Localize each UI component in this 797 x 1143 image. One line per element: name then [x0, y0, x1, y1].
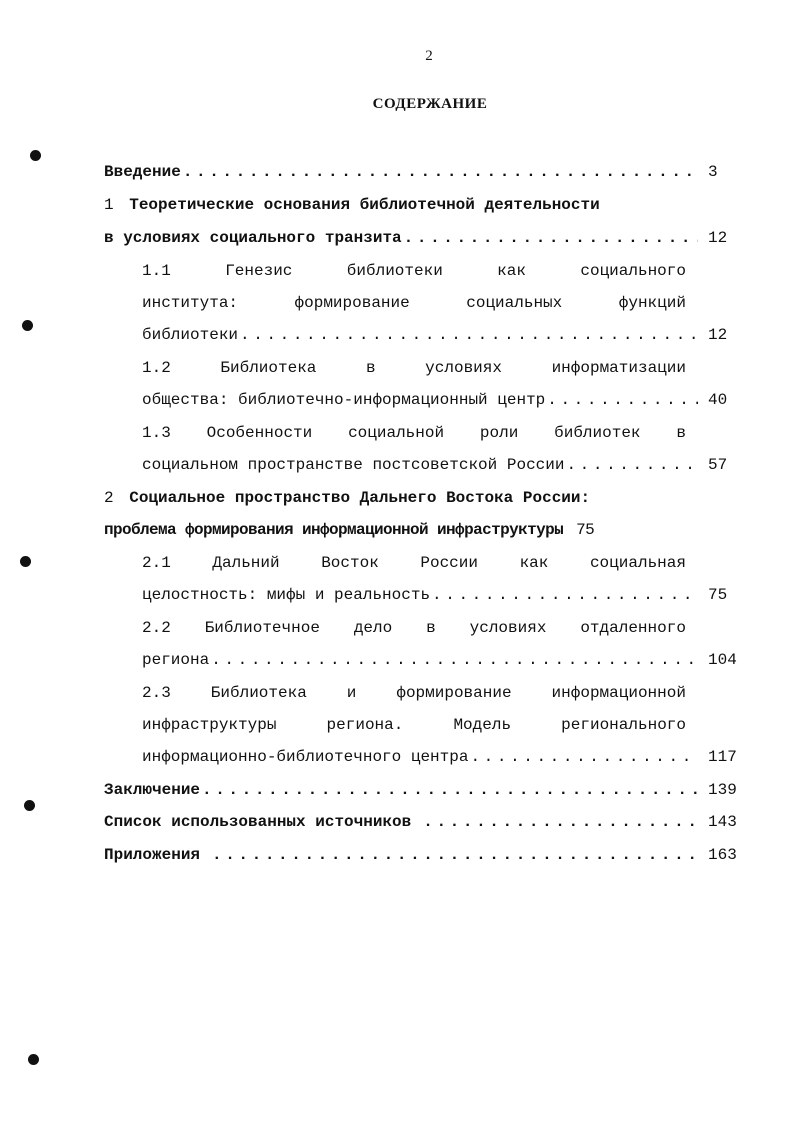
toc-word: Дальний — [212, 554, 280, 572]
toc-chapter-1-line1 — [104, 194, 694, 216]
toc-word: условиях — [469, 619, 547, 637]
toc-word: Особенности — [206, 424, 313, 442]
toc-entry-appendix — [104, 844, 744, 866]
toc-section-2-2-line1 — [142, 617, 686, 639]
toc-section-1-1-line2 — [142, 292, 686, 314]
toc-entry-page: 143 — [708, 813, 737, 831]
toc-section-1-1-line3 — [142, 324, 744, 346]
toc-word: библиотек — [554, 424, 641, 442]
toc-word: социальной — [348, 424, 445, 442]
toc-section-1-1-line1 — [142, 260, 686, 282]
toc-section-2-3-line3 — [142, 746, 744, 768]
toc-entry-page: 12 — [708, 229, 728, 247]
dot-leader — [547, 389, 698, 411]
toc-word: в — [365, 359, 376, 377]
toc-entry-intro — [104, 161, 744, 183]
toc-chapter-title-cont: в условиях социального транзита — [104, 229, 402, 247]
toc-entry-title: Список использованных источников — [104, 813, 412, 831]
toc-chapter-title: Социальное пространство Дальнего Востока России: — [129, 489, 591, 507]
toc-entry-page: 75 — [708, 586, 728, 604]
toc-word: Восток — [321, 554, 379, 572]
toc-section-title-cont: общества: библиотечно-информационный центр — [142, 391, 546, 409]
toc-word: формирование — [294, 294, 410, 312]
toc-word: библиотеки — [346, 262, 443, 280]
toc-chapter-2-line2 — [104, 519, 744, 541]
toc-word: Генезис — [225, 262, 293, 280]
toc-word: формирование — [396, 684, 512, 702]
toc-word: как — [519, 554, 549, 572]
toc-chapter-title-cont: проблема формирования информационной инфраструктуры — [104, 521, 564, 539]
toc-entry-page: 3 — [708, 163, 718, 181]
toc-section-number: 1.3 — [142, 424, 171, 442]
toc-section-number: 2.3 — [142, 684, 171, 702]
toc-entry-page: 40 — [708, 391, 728, 409]
toc-section-2-3-line1 — [142, 682, 686, 704]
toc-entry-title: Заключение — [104, 781, 201, 799]
toc-word: функций — [618, 294, 686, 312]
toc-entry-page: 139 — [708, 781, 737, 799]
toc-chapter-1-line2 — [104, 227, 744, 249]
toc-section-title-cont: информационно-библиотечного центра — [142, 748, 469, 766]
toc-section-number: 2.1 — [142, 554, 171, 572]
toc-section-title-cont: региона — [142, 651, 210, 669]
toc-section-1-3-line2 — [142, 454, 744, 476]
toc-chapter-number: 1 — [104, 196, 114, 214]
dot-leader — [432, 584, 698, 606]
toc-word: как — [497, 262, 526, 280]
toc-entry-page: 163 — [708, 846, 737, 864]
punch-hole-mark — [24, 800, 35, 811]
toc-word: в — [676, 424, 686, 442]
toc-word: и — [346, 684, 357, 702]
dot-leader — [211, 649, 698, 671]
toc-section-title-cont: библиотеки — [142, 326, 239, 344]
toc-entry-conclusion — [104, 779, 744, 801]
dot-leader — [183, 161, 698, 183]
dot-leader — [202, 779, 698, 801]
page-number: 2 — [425, 48, 433, 64]
toc-section-title-cont: социальном пространстве постсоветской России — [142, 456, 565, 474]
toc-word: социальных — [466, 294, 563, 312]
toc-section-number: 1.1 — [142, 262, 171, 280]
toc-word: региона. — [326, 716, 404, 734]
toc-word: информационной — [551, 684, 686, 702]
dot-leader — [212, 844, 698, 866]
dot-leader — [566, 454, 698, 476]
toc-word: информатизации — [551, 359, 686, 377]
dot-leader — [404, 227, 698, 249]
toc-section-2-1-line1 — [142, 552, 686, 574]
toc-word: Библиотека — [210, 684, 307, 702]
toc-section-2-2-line2 — [142, 649, 744, 671]
toc-chapter-number: 2 — [104, 489, 114, 507]
punch-hole-mark — [28, 1054, 39, 1065]
toc-entry-sources — [104, 811, 744, 833]
toc-word: социального — [580, 262, 686, 280]
toc-heading: СОДЕРЖАНИЕ — [372, 96, 488, 112]
toc-word: роли — [479, 424, 519, 442]
toc-word: регионального — [561, 716, 686, 734]
punch-hole-mark — [30, 150, 41, 161]
toc-word: Библиотека — [220, 359, 317, 377]
toc-section-2-3-line2 — [142, 714, 686, 736]
dot-leader — [470, 746, 698, 768]
toc-entry-page: 75 — [576, 521, 595, 539]
toc-entry-page: 57 — [708, 456, 728, 474]
toc-word: института: — [142, 294, 239, 312]
toc-section-1-2-line1 — [142, 357, 686, 379]
toc-word: дело — [353, 619, 393, 637]
toc-word: социальная — [589, 554, 686, 572]
toc-word: отдаленного — [580, 619, 686, 637]
toc-chapter-title: Теоретические основания библиотечной деятельности — [129, 196, 600, 214]
toc-word: Модель — [453, 716, 512, 734]
dot-leader — [240, 324, 698, 346]
toc-section-number: 1.2 — [142, 359, 171, 377]
toc-word: России — [420, 554, 478, 572]
toc-section-1-3-line1 — [142, 422, 686, 444]
toc-section-1-2-line2 — [142, 389, 744, 411]
dot-leader — [423, 811, 698, 833]
toc-section-title-cont: целостность: мифы и реальность — [142, 586, 431, 604]
toc-section-2-1-line2 — [142, 584, 744, 606]
toc-entry-page: 117 — [708, 748, 737, 766]
toc-word: Библиотечное — [204, 619, 320, 637]
toc-word: инфраструктуры — [142, 716, 277, 734]
toc-section-number: 2.2 — [142, 619, 171, 637]
punch-hole-mark — [20, 556, 31, 567]
toc-word: условиях — [425, 359, 502, 377]
toc-entry-title: Введение — [104, 163, 181, 181]
toc-entry-title: Приложения — [104, 846, 201, 864]
toc-chapter-2-line1 — [104, 487, 694, 509]
toc-entry-page: 104 — [708, 651, 737, 669]
punch-hole-mark — [22, 320, 33, 331]
toc-entry-page: 12 — [708, 326, 728, 344]
toc-word: в — [426, 619, 436, 637]
